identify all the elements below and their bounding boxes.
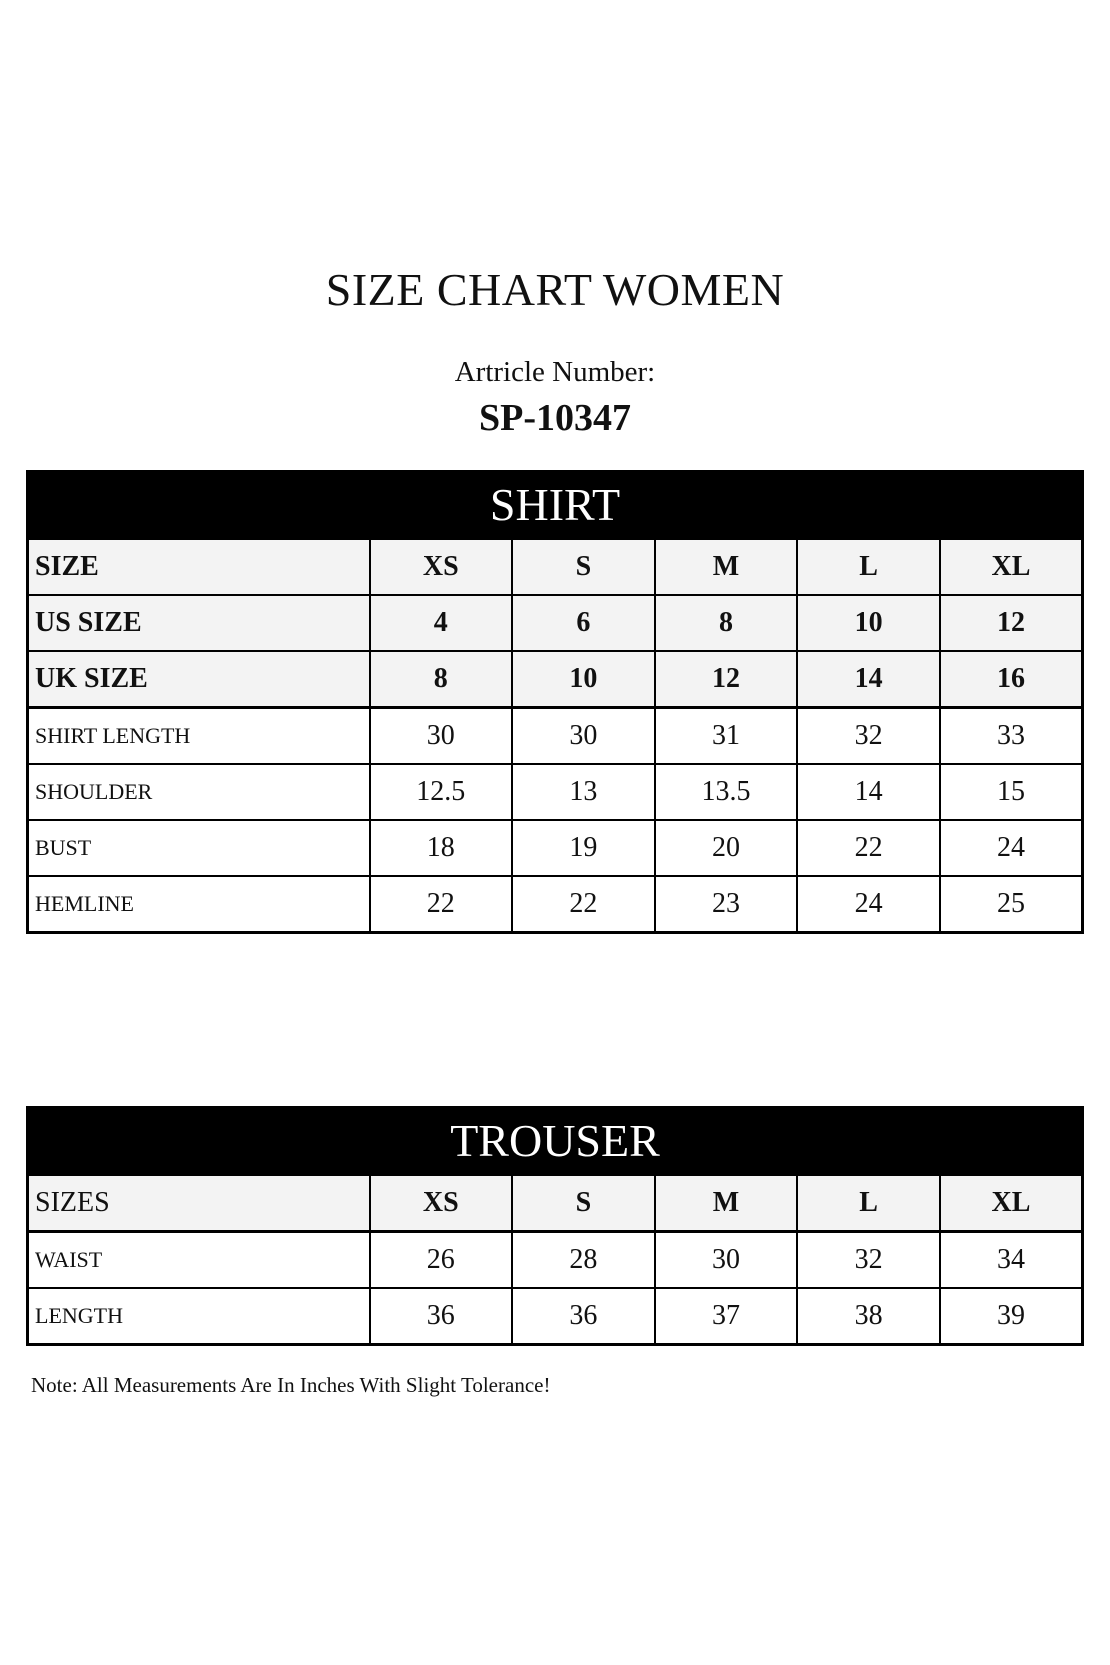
size-row (28, 539, 1083, 596)
size-cell: L (797, 1175, 940, 1232)
value-cell: 30 (370, 708, 513, 765)
size-cell: 8 (655, 595, 798, 651)
row-label: US SIZE (28, 595, 370, 651)
value-cell: 25 (940, 876, 1083, 933)
value-cell: 15 (940, 764, 1083, 820)
value-cell: 26 (370, 1232, 513, 1289)
value-cell: 39 (940, 1288, 1083, 1345)
size-cell: XL (940, 1175, 1083, 1232)
measurement-row-bust (28, 820, 1083, 876)
row-label: BUST (28, 820, 370, 876)
value-cell: 36 (512, 1288, 655, 1345)
row-label: SHIRT LENGTH (28, 708, 370, 765)
page-title: SIZE CHART WOMEN (325, 264, 785, 315)
value-cell: 30 (655, 1232, 798, 1289)
us-size-row (28, 595, 1083, 651)
value-cell: 32 (797, 708, 940, 765)
shirt-size-table (26, 470, 1084, 934)
value-cell: 13.5 (655, 764, 798, 820)
size-cell: 16 (940, 651, 1083, 708)
size-cell: S (512, 539, 655, 596)
value-cell: 37 (655, 1288, 798, 1345)
value-cell: 24 (940, 820, 1083, 876)
trouser-size-table (26, 1106, 1084, 1346)
value-cell: 12.5 (370, 764, 513, 820)
measurement-row-length (28, 1288, 1083, 1345)
value-cell: 13 (512, 764, 655, 820)
value-cell: 34 (940, 1232, 1083, 1289)
trouser-section-title: TROUSER (28, 1108, 1083, 1175)
value-cell: 36 (370, 1288, 513, 1345)
row-label: LENGTH (28, 1288, 370, 1345)
row-label: HEMLINE (28, 876, 370, 933)
row-label: UK SIZE (28, 651, 370, 708)
size-cell: 10 (512, 651, 655, 708)
size-cell: L (797, 539, 940, 596)
value-cell: 22 (370, 876, 513, 933)
value-cell: 19 (512, 820, 655, 876)
value-cell: 30 (512, 708, 655, 765)
measurement-row-shoulder (28, 764, 1083, 820)
row-label: SIZES (28, 1175, 370, 1232)
value-cell: 24 (797, 876, 940, 933)
size-cell: S (512, 1175, 655, 1232)
size-cell: 10 (797, 595, 940, 651)
size-cell: 6 (512, 595, 655, 651)
size-cell: M (655, 1175, 798, 1232)
measurement-note: Note: All Measurements Are In Inches With Slight Tolerance! (31, 1373, 551, 1397)
value-cell: 33 (940, 708, 1083, 765)
size-cell: M (655, 539, 798, 596)
size-cell: XS (370, 1175, 513, 1232)
value-cell: 14 (797, 764, 940, 820)
measurement-row-hemline (28, 876, 1083, 933)
size-cell: 8 (370, 651, 513, 708)
size-cell: XL (940, 539, 1083, 596)
size-cell: 4 (370, 595, 513, 651)
value-cell: 28 (512, 1232, 655, 1289)
article-number-label: Artricle Number: (454, 356, 656, 388)
size-cell: 12 (655, 651, 798, 708)
value-cell: 23 (655, 876, 798, 933)
sizes-row (28, 1175, 1083, 1232)
size-cell: 12 (940, 595, 1083, 651)
row-label: SIZE (28, 539, 370, 596)
size-cell: XS (370, 539, 513, 596)
value-cell: 20 (655, 820, 798, 876)
row-label: WAIST (28, 1232, 370, 1289)
measurement-row-shirt-length (28, 708, 1083, 765)
value-cell: 32 (797, 1232, 940, 1289)
value-cell: 31 (655, 708, 798, 765)
shirt-section-title: SHIRT (28, 472, 1083, 539)
value-cell: 22 (512, 876, 655, 933)
size-cell: 14 (797, 651, 940, 708)
uk-size-row (28, 651, 1083, 708)
value-cell: 22 (797, 820, 940, 876)
value-cell: 38 (797, 1288, 940, 1345)
value-cell: 18 (370, 820, 513, 876)
measurement-row-waist (28, 1232, 1083, 1289)
row-label: SHOULDER (28, 764, 370, 820)
article-number: SP-10347 (479, 397, 631, 439)
